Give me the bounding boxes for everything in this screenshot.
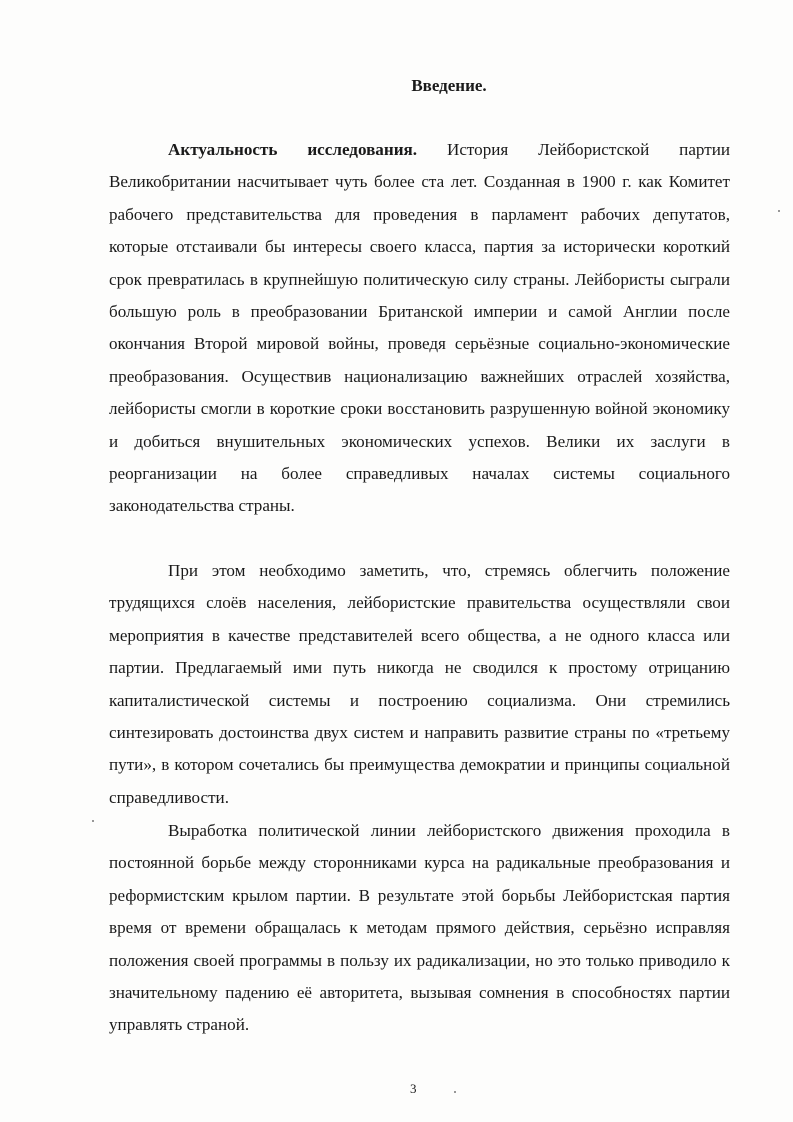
- paragraph-third-way: При этом необходимо заметить, что, стремясь облегчить положение трудящихся слоёв населения, лейбористские правительства осуществляли свои мероприятия в качестве представителей всего общества, а не одного класса или партии. Предлагаемый ими путь никогда не сводился к простому отрицанию капиталистической системы и построению социализма. Они стремились синтезировать достоинства двух систем и направить развитие страны по «третьему пути», в котором сочетались бы преимущества демократии и принципы социальной справедливости.: [109, 561, 730, 807]
- scan-speck: [454, 1091, 456, 1093]
- paragraph-lead: Актуальность исследования.: [168, 140, 418, 159]
- scan-speck: [92, 820, 94, 822]
- page-number: 3: [410, 1081, 417, 1096]
- scan-speck: [778, 210, 780, 212]
- paragraph-text: История Лейбористской партии Великобритании насчитывает чуть более ста лет. Созданная в 1900 г. как Комитет рабочего представительства для проведения в парламент рабочих депутатов, которые отстаивали бы интересы своего класса, партия за исторически короткий срок превратилась в крупнейшую политическую силу страны. Лейбористы сыграли большую роль в преобразовании Британской империи и самой Англии после окончания Второй мировой войны, проведя серьёзные социально-экономические преобразования. Осуществив национализацию важнейших отраслей хозяйства, лейбористы смогли в короткие сроки восстановить разрушенную войной экономику и добиться внушительных экономических успехов. Велики их заслуги в реорганизации на более справедливых началах системы социального законодательства страны.: [109, 140, 730, 516]
- paragraph-relevance: [109, 134, 730, 523]
- section-heading: Введение.: [411, 76, 487, 95]
- paragraph-political-line: Выработка политической линии лейбористского движения проходила в постоянной борьбе между сторонниками курса на радикальные преобразования и реформистским крылом партии. В результате этой борьбы Лейбористская партия время от времени обращалась к методам прямого действия, серьёзно исправляя положения своей программы в пользу их радикализации, но это только приводило к значительному падению её авторитета, вызывая сомнения в способностях партии управлять страной.: [109, 821, 730, 1035]
